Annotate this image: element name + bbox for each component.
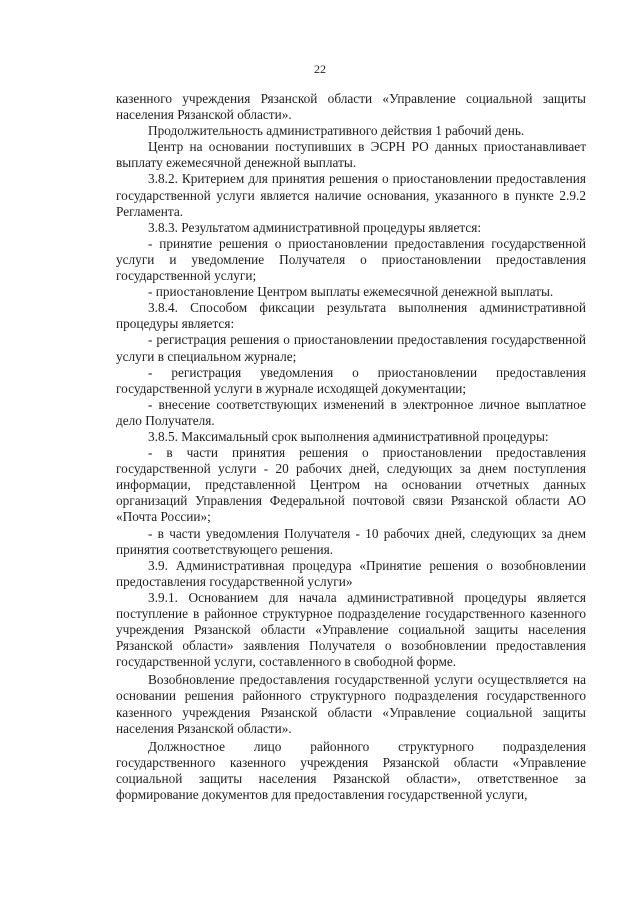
list-item: - в части принятия решения о приостановлении предоставления государственной услуги - 20 рабочих дней, следующих за днем поступления информации, представленной Центром на основании отчетных данных организаций Управления Федеральной почтовой связи Рязанской области АО «Почта России»; [116, 445, 586, 525]
paragraph: Продолжительность административного действия 1 рабочий день. [148, 123, 525, 139]
paragraph: Центр на основании поступивших в ЭСРН РО данных приостанавливает выплату ежемесячной денежной выплаты. [116, 139, 586, 171]
paragraph: казенного учреждения Рязанской области «Управление социальной защиты населения Рязанской области». [116, 91, 586, 123]
paragraph: Должностное лицо районного структурного подразделения государственного казенного учреждения Рязанской области «Управление социальной защиты населения Рязанской области», ответственное за формирование документов для предоставления государственной услуги, [116, 738, 586, 803]
paragraph: 3.8.3. Результатом административной процедуры является: [148, 219, 482, 235]
paragraph: 3.8.5. Максимальный срок выполнения административной процедуры: [148, 428, 549, 444]
list-item: - приостановление Центром выплаты ежемесячной денежной выплаты. [148, 284, 554, 300]
paragraph: Возобновление предоставления государственной услуги осуществляется на основании решения районного структурного подразделения государственного казенного учреждения Рязанской области «Управление социальной защиты населения Рязанской области». [116, 672, 586, 736]
paragraph: 3.8.2. Критерием для принятия решения о приостановлении предоставления государственной услуги является наличие основания, указанного в пункте 2.9.2 Регламента. [116, 171, 586, 219]
list-item: - регистрация уведомления о приостановлении предоставления государственной услуги в журнале исходящей документации; [116, 364, 586, 396]
paragraph: 3.8.4. Способом фиксации результата выполнения административной процедуры является: [116, 300, 586, 332]
list-item: - принятие решения о приостановлении предоставления государственной услуги и уведомление Получателя о приостановлении предоставления государственной услуги; [116, 235, 586, 284]
document-body [116, 91, 586, 803]
section-heading: 3.9. Административная процедура «Принятие решения о возобновлении предоставления государственной услуги» [116, 557, 586, 589]
paragraph: 3.9.1. Основанием для начала административной процедуры является поступление в районное структурное подразделение государственного казенного учреждения Рязанской области «Управление социальной защиты населения Рязанской области» заявления Получателя о возобновлении предоставления государственной услуги, составленного в свободной форме. [116, 589, 586, 670]
list-item: - внесение соответствующих изменений в электронное личное выплатное дело Получателя. [116, 396, 586, 428]
list-item: - регистрация решения о приостановлении предоставления государственной услуги в специальном журнале; [116, 332, 586, 364]
list-item: - в части уведомления Получателя - 10 рабочих дней, следующих за днем принятия соответствующего решения. [116, 525, 586, 557]
page-number: 22 [314, 62, 326, 76]
